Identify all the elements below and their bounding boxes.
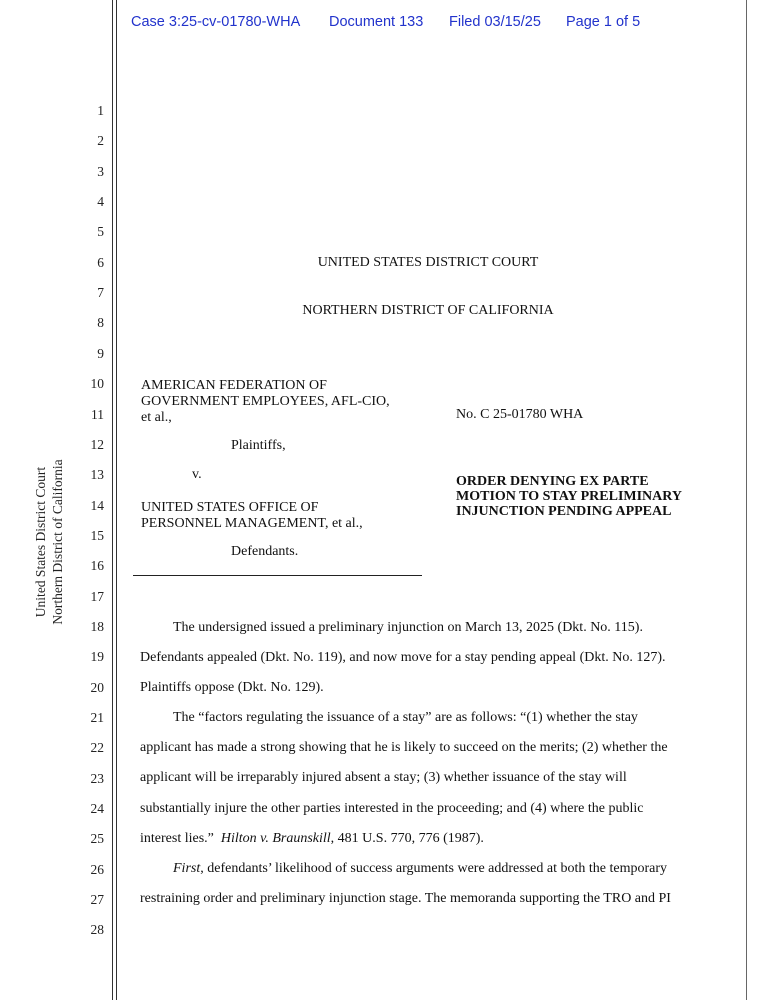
case-number-stamp: Case 3:25-cv-01780-WHA [131,14,301,30]
line-number: 1 [97,103,104,118]
caption-divider [133,575,422,576]
line-number: 5 [97,224,104,239]
body-line-26 [173,861,753,877]
line-number: 20 [90,680,104,695]
line-number: 17 [90,589,104,604]
plaintiff-name-line-3: et al., [141,410,172,425]
body-line-25-text-a: interest lies.” [140,831,221,846]
line-number: 8 [97,315,104,330]
sidebar-district-name: Northern District of California [50,459,65,625]
line-number: 15 [90,528,104,543]
defendant-name-line-2: PERSONNEL MANAGEMENT, et al., [141,516,363,531]
left-margin-rule [112,0,113,1000]
line-number: 11 [91,407,104,422]
line-number: 26 [90,862,104,877]
plaintiff-name-line-1: AMERICAN FEDERATION OF [141,378,327,393]
body-line-20: Plaintiffs oppose (Dkt. No. 129). [140,680,324,695]
order-title-line-3: INJUNCTION PENDING APPEAL [456,504,672,519]
line-number: 24 [90,801,104,816]
body-line-21: The “factors regulating the issuance of a stay” are as follows: “(1) whether the stay [173,710,638,725]
body-line-26-text: , defendants’ likelihood of success arguments were addressed at both the temporary [200,861,668,876]
line-number: 10 [90,376,104,391]
page-count-stamp: Page 1 of 5 [566,14,641,30]
left-margin-rule-inner [116,0,117,1000]
court-name: UNITED STATES DISTRICT COURT [317,255,539,270]
body-line-27: restraining order and preliminary injunction stage. The memoranda supporting the TRO and PI [140,891,671,906]
order-title-line-1: ORDER DENYING EX PARTE [456,474,649,489]
line-number: 2 [97,133,104,148]
line-number: 22 [90,740,104,755]
line-number: 12 [90,437,104,452]
line-number: 25 [90,831,104,846]
defendants-label: Defendants. [231,544,299,559]
filed-date-stamp: Filed 03/15/25 [449,14,541,30]
line-number: 18 [90,619,104,634]
line-number: 28 [90,922,104,937]
case-citation: Hilton v. Braunskill [220,831,331,846]
right-margin-rule [746,0,747,1000]
line-number: 9 [97,346,104,361]
line-number: 13 [90,467,104,482]
body-line-22: applicant has made a strong showing that he is likely to succeed on the merits; (2) whether the [140,740,668,755]
plaintiff-name-line-2: GOVERNMENT EMPLOYEES, AFL-CIO, [141,394,390,409]
body-line-26-emphasis: First [173,861,201,876]
document-number-stamp: Document 133 [329,14,424,30]
line-number: 14 [90,498,104,513]
body-line-24: substantially injure the other parties interested in the proceeding; and (4) where the public [140,801,644,816]
line-number: 16 [90,558,104,573]
sidebar-court-name: United States District Court [33,466,48,618]
line-number: 6 [97,255,104,270]
line-number: 19 [90,649,104,664]
line-number: 21 [90,710,104,725]
plaintiffs-label: Plaintiffs, [231,438,286,453]
versus-label: v. [192,467,202,482]
line-number: 27 [90,892,104,907]
defendant-name-line-1: UNITED STATES OFFICE OF [141,500,319,515]
line-number: 7 [97,285,104,300]
line-number: 4 [97,194,104,209]
body-line-23: applicant will be irreparably injured absent a stay; (3) whether issuance of the stay will [140,770,627,785]
body-line-25-text-c: , 481 U.S. 770, 776 (1987). [330,831,484,846]
body-line-25 [140,831,720,847]
court-district: NORTHERN DISTRICT OF CALIFORNIA [302,303,554,318]
case-number: No. C 25-01780 WHA [456,407,584,422]
body-line-19: Defendants appealed (Dkt. No. 119), and now move for a stay pending appeal (Dkt. No. 127). [140,650,666,665]
order-title-line-2: MOTION TO STAY PRELIMINARY [456,489,683,504]
line-number: 23 [90,771,104,786]
line-number: 3 [97,164,104,179]
court-sidebar [28,452,70,632]
body-line-18: The undersigned issued a preliminary injunction on March 13, 2025 (Dkt. No. 115). [173,620,643,635]
